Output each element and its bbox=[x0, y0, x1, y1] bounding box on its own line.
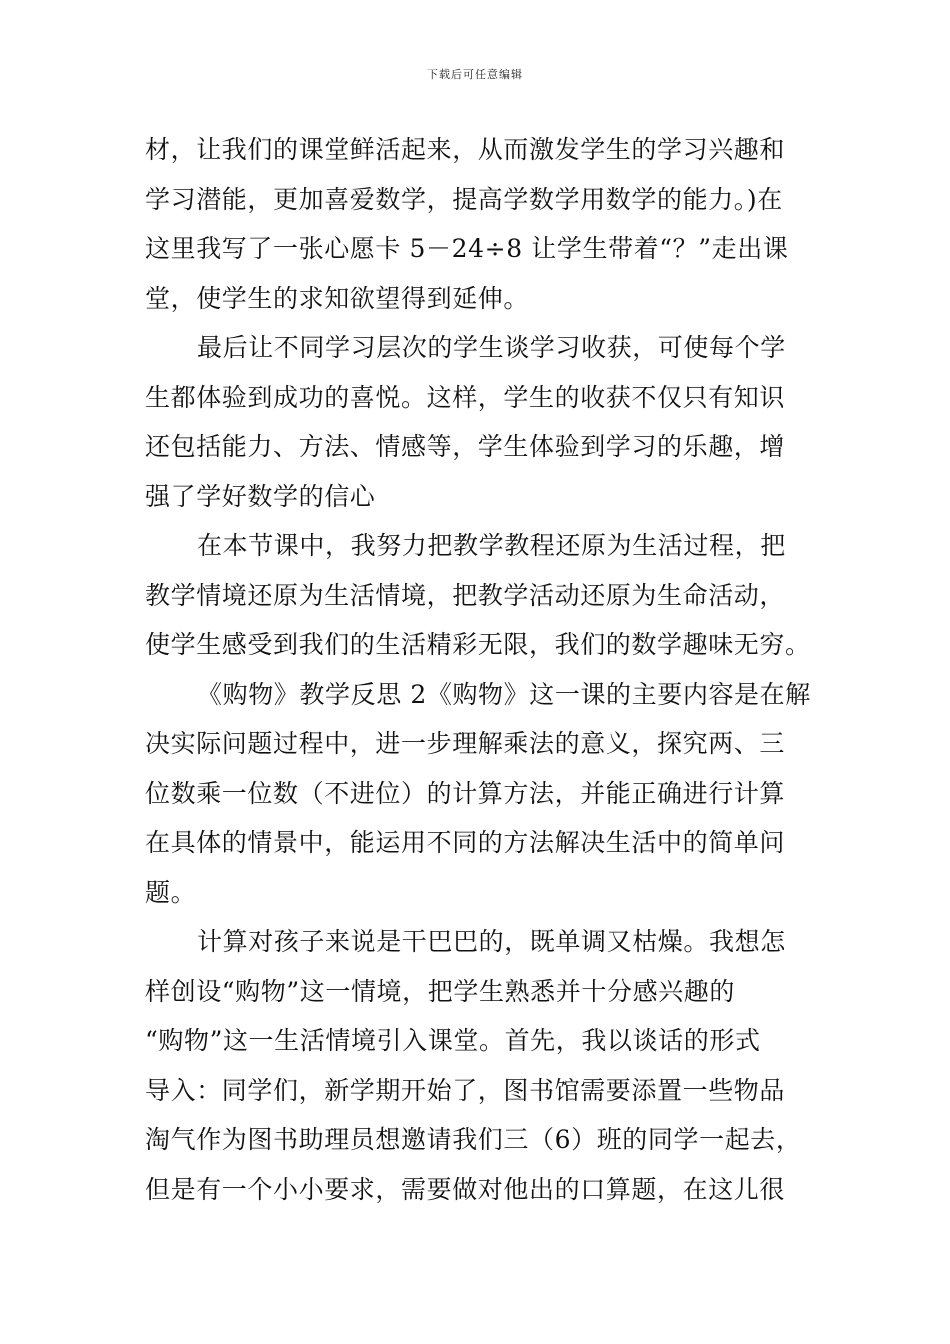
text-line: 淘气作为图书助理员想邀请我们三（6）班的同学一起去， bbox=[145, 1125, 802, 1154]
paragraph-first-line: 《购物》教学反思 2《购物》这一课的主要内容是在解 bbox=[197, 679, 811, 709]
text-line: 使学生感受到我们的生活精彩无限，我们的数学趣味无穷。 bbox=[145, 630, 811, 659]
text-line: 教学情境还原为生活情境，把教学活动还原为生命活动， bbox=[145, 580, 786, 610]
text-line: 样创设“购物”这一情境，把学生熟悉并十分感兴趣的 bbox=[145, 976, 735, 1006]
text-line: 这里我写了一张心愿卡 5－24÷8 让学生带着“？”走出课 bbox=[145, 234, 789, 263]
text-line: 题。 bbox=[145, 877, 197, 907]
text-line: 但是有一个小小要求，需要做对他出的口算题，在这儿很 bbox=[145, 1174, 786, 1204]
text-line: 生都体验到成功的喜悦。这样，学生的收获不仅只有知识 bbox=[145, 382, 786, 412]
page-header: 下载后可任意编辑 bbox=[427, 68, 523, 81]
text-line: 在具体的情景中，能运用不同的方法解决生活中的简单问 bbox=[145, 828, 786, 857]
text-line: 强了学好数学的信心 bbox=[145, 481, 376, 511]
text-line: 位数乘一位数（不进位）的计算方法，并能正确进行计算 bbox=[145, 778, 786, 808]
text-line: 还包括能力、方法、情感等，学生体验到学习的乐趣，增 bbox=[145, 432, 786, 461]
document-body bbox=[145, 125, 810, 1214]
text-line: 材，让我们的课堂鲜活起来，从而激发学生的学习兴趣和 bbox=[145, 135, 786, 164]
paragraph-first-line: 在本节课中，我努力把教学教程还原为生活过程，把 bbox=[197, 531, 786, 560]
paragraph-first-line: 最后让不同学习层次的学生谈学习收获，可使每个学 bbox=[197, 333, 786, 362]
text-line: 学习潜能，更加喜爱数学，提高学数学用数学的能力。)在 bbox=[145, 184, 783, 214]
text-line: “购物”这一生活情境引入课堂。首先，我以谈话的形式 bbox=[145, 1026, 761, 1055]
paragraph-first-line: 计算对孩子来说是干巴巴的，既单调又枯燥。我想怎 bbox=[197, 927, 786, 956]
text-line: 决实际问题过程中，进一步理解乘法的意义，探究两、三 bbox=[145, 729, 786, 758]
text-line: 堂，使学生的求知欲望得到延伸。 bbox=[145, 283, 530, 313]
text-line: 导入：同学们，新学期开始了，图书馆需要添置一些物品 bbox=[145, 1075, 786, 1105]
